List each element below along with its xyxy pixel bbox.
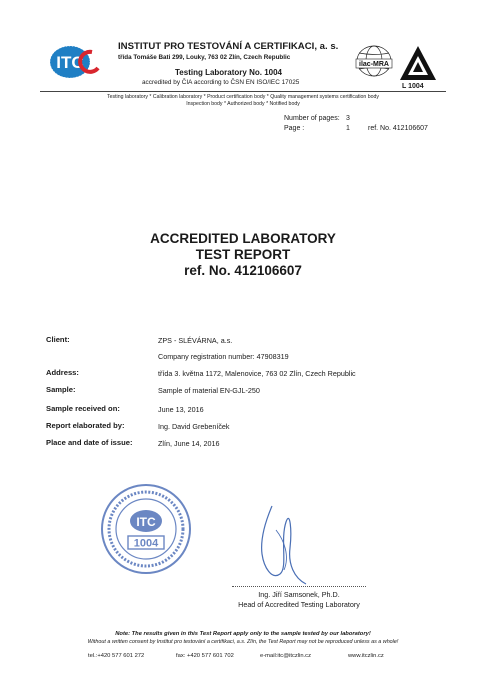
itc-logo-text: ITC <box>56 53 84 72</box>
cia-triangle-logo <box>398 44 438 88</box>
accreditation-line: accredited by ČIA according to ČSN EN ISO/IEC 17025 <box>142 79 300 86</box>
client-value: ZPS - SLÉVÁRNA, a.s. <box>158 336 233 345</box>
footer-email: e-mail:itc@itczlin.cz <box>260 653 311 659</box>
reference-number: ref. No. 412106607 <box>368 125 428 132</box>
issue-place-date-label: Place and date of issue: <box>46 438 133 447</box>
client-label: Client: <box>46 335 70 344</box>
report-elaborated-value: Ing. David Grebeníček <box>158 422 230 431</box>
pages-value: 3 <box>346 115 350 122</box>
address-value: třída 3. května 1172, Malenovice, 763 02 Zlín, Czech Republic <box>158 369 356 378</box>
stamp-number: 1004 <box>133 537 159 550</box>
report-reference: ref. No. 412106607 <box>184 263 302 278</box>
sample-label: Sample: <box>46 385 76 394</box>
laboratory-stamp <box>100 483 192 575</box>
itc-logo <box>48 44 108 80</box>
footer-fax: fax: +420 577 601 702 <box>176 653 234 659</box>
services-line: Inspection body * Authorized body * Notified body <box>186 101 300 107</box>
header-divider <box>40 91 446 92</box>
page-value: 1 <box>346 125 350 132</box>
issue-place-date-value: Zlín, June 14, 2016 <box>158 439 220 448</box>
signer-role: Head of Accredited Testing Laboratory <box>238 600 360 609</box>
footer-note: Note: The results given in this Test Report apply only to the sample tested by our laboratory! <box>115 631 371 637</box>
signer-name: Ing. Jiří Samsonek, Ph.D. <box>258 590 340 599</box>
stamp-logo-text: ITC <box>136 515 156 529</box>
footer-website: www.itczlin.cz <box>348 653 384 659</box>
page-label: Page : <box>284 125 305 132</box>
sample-received-value: June 13, 2016 <box>158 405 204 414</box>
organization-address: třída Tomáše Bati 299, Louky, 763 02 Zlín, Czech Republic <box>118 54 291 61</box>
organization-name: INSTITUT PRO TESTOVÁNÍ A CERTIFIKACI, a. s. <box>118 41 339 52</box>
company-registration: Company registration number: 47908319 <box>158 352 289 361</box>
report-title-line: TEST REPORT <box>195 247 291 262</box>
report-elaborated-label: Report elaborated by: <box>46 421 125 430</box>
signature <box>250 500 320 590</box>
report-title-line: ACCREDITED LABORATORY <box>150 231 336 246</box>
laboratory-number-label: L 1004 <box>402 83 424 90</box>
ilac-mra-text: ilac-MRA <box>359 61 389 68</box>
sample-received-label: Sample received on: <box>46 404 120 413</box>
ilac-mra-logo <box>352 42 396 84</box>
signature-line <box>232 586 366 587</box>
lab-title: Testing Laboratory No. 1004 <box>175 68 282 77</box>
services-line: Testing laboratory * Calibration laboratory * Product certification body * Quality management systems certification body <box>107 94 379 100</box>
footer-note: Without a written consent by Institut pro testování a certifikaci, a.s. Zlín, the Test Report may not be reproduced unless as a whole! <box>87 639 399 645</box>
pages-label: Number of pages: <box>284 115 340 122</box>
address-label: Address: <box>46 368 79 377</box>
footer-phone: tel.:+420 577 601 272 <box>88 653 145 659</box>
sample-value: Sample of material EN-GJL-250 <box>158 386 260 395</box>
